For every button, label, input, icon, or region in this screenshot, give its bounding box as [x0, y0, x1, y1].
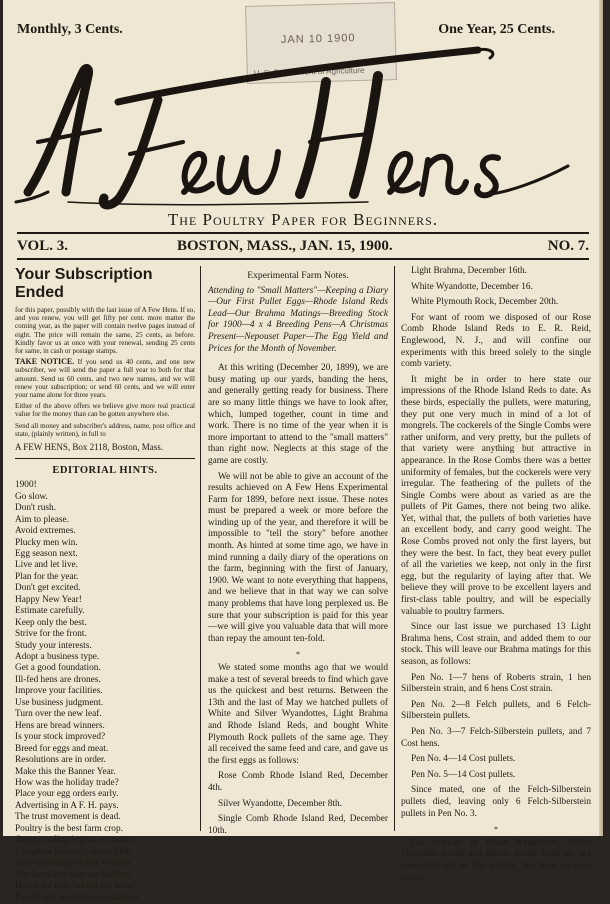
hint-item: Overcrowding is poor economy.: [15, 835, 135, 846]
hint-item: Improve your facilities.: [15, 686, 103, 697]
hint-item: Complain politely—never kick.: [15, 846, 133, 857]
take-notice: [15, 358, 195, 399]
subscription-notice: for this paper, possibly with the last issue of A Few Hens. If so, and you renew, you will get fifty per cent. more matter the coming year, as the paper will contain twelve pages instead of eight. The price will remain the same, 25 cents, as before. Kindly favor us at once with your renewal, sending 25 cents for same, in cash or postage stamps.: [15, 306, 195, 356]
column-divider: [200, 266, 201, 831]
first-egg-date: Silver Wyandotte, December 8th.: [218, 798, 342, 809]
column-left: [15, 266, 195, 904]
hint-item: Don't get excited.: [15, 583, 81, 594]
hint-item: Live and let live.: [15, 560, 78, 571]
paragraph: We stated some months ago that we would make a test of several breeds to find which gave us the quickest and best returns. Between the 13th and the last of May we hatched pullets of White and Silver Wyandottes, Light Brahma and Rhode Island Reds, and bought White Plymouth Rock pullets of the same age. They all received the same feed and care, and gave us the first eggs as follows:: [208, 663, 388, 766]
issue-number: NO. 7.: [547, 238, 589, 254]
newspaper-page: [3, 0, 603, 903]
first-egg-date: White Plymouth Rock, December 20th.: [411, 297, 559, 308]
page-edge: [599, 0, 603, 836]
column-divider: [394, 266, 395, 831]
take-notice-text: If you send us 40 cents, and one new subscriber, we will send the paper a full year to both for that amount. Send us 60 cents, and two new names, and we will renew your subscription; or send 60 cents, and we will enter your name alone for three years.: [15, 358, 196, 400]
hint-item: Avoid extremes.: [15, 526, 76, 537]
hint-item: Use business judgment.: [15, 697, 104, 708]
hint-item: Adopt a business type.: [15, 652, 100, 663]
paragraph: Since our last issue we purchased 13 Light Brahma hens, Cost strain, and added them to our stock. This will leave our Brahma matings for this season, as follows:: [401, 622, 591, 667]
column-right: [401, 266, 591, 888]
paragraph: It might be in order to here state our impressions of the Rhode Island Reds to date. As these birds, especially the pullets, were maturing, they put one very much in mind of a lot of mongrels. The cockerels of the Single Combs were rather uniform, and very pretty, but the pullets of that variety were anything but attractive in appearance. In the Rose Combs there was a better uniformity of females, but the cockerels were very irregular. The feathering of the pullets of the Single Combs were about as varied as are the pullets of Pit Games, there not being two alike. Yet, withal that, the pullets of both varieties have an excellent body, and carry good weight. The Rose Combs proved not only the first layers, but they were the best. In fact, they beat every pullet of all the varieties we keep, not only in the first egg, but the regularity of laying after that. We believe they will prove to be excellent layers and first-class table poultry, and will be especially valuable to poultry farmers.: [401, 374, 591, 617]
hint-item: Plan for the year.: [15, 571, 79, 582]
masthead-logo: [8, 42, 598, 212]
dateline: BOSTON, MASS., JAN. 15, 1900.: [177, 238, 393, 254]
hint-item: Resolutions are in order.: [15, 755, 106, 766]
mailing-address: A FEW HENS, Box 2118, Boston, Mass.: [15, 442, 164, 453]
hint-item: Turn over the new leaf.: [15, 709, 102, 720]
paragraph: We will not be able to give an account of the results achieved on A Few Hens Experimental Farm for 1899, before next issue. These notes must be prepared a week or more before the winding up of the year, and therefore it will be impossible to "tell the story" before another month. As hinted at some time ago, we have in mind running a daily diary of the operations on the farm, beginning with the first of January, 1900. We want to note everything that happens, and we believe that in that way we can solve many problems that have long perplexed us. Be sure that your subscription is paid for this year—we will give you valuable data that will more than repay the amount ten-fold.: [208, 471, 388, 644]
stamp-date: JAN 10 1900: [280, 32, 356, 47]
hint-item: Go slow.: [15, 491, 48, 502]
column-middle: [208, 266, 388, 841]
hint-item: How's the man behind the hens?: [15, 881, 136, 892]
pen-entry: Pen No. 1—7 hens of Roberts strain, 1 hen Silberstein strain, and 6 hens Cost strain.: [401, 672, 591, 695]
issue-line: [17, 238, 589, 258]
pen-entry: Pen No. 5—14 Cost pullets.: [411, 769, 516, 780]
hint-item: Place your egg orders early.: [15, 789, 119, 800]
hint-item: Keep only the best.: [15, 617, 87, 628]
monthly-price: Monthly, 3 Cents.: [17, 22, 123, 37]
rule-top: [17, 232, 589, 234]
farm-notes-heading: Experimental Farm Notes.: [247, 270, 349, 281]
send-instructions: Send all money and subscriber's address, name, post office and state, (plainly written), in full to: [15, 421, 195, 438]
pen-entry: Pen No. 4—14 Cost pullets.: [411, 754, 516, 765]
hint-item: Happy New Year!: [15, 594, 82, 605]
hint-item: Make this the Banner Year.: [15, 766, 116, 777]
hint-item: Strive for the front.: [15, 629, 87, 640]
hint-item: Get a good foundation.: [15, 663, 101, 674]
first-egg-date: Rose Comb Rhode Island Red, December 4th.: [208, 771, 388, 793]
volume: VOL. 3.: [17, 238, 68, 254]
pen-entry: Pen No. 3—7 Felch-Silberstein pullets, and 7 Cost hens.: [401, 726, 591, 749]
section-rule: [15, 458, 195, 459]
paragraph: At this writing (December 20, 1899), we are busy mating up our yards, banding the hens, and generally getting ready for business. There are so many little things we have to look after, which, lumped together, count in time and work. There is no time of the year when it is more important to attend to the "small matters" than right now. Neglects at this stage of the game are costly.: [208, 363, 388, 466]
hint-item: Advertising in A F. H. pays.: [15, 800, 119, 811]
yearly-price: One Year, 25 Cents.: [438, 22, 555, 37]
paragraph: Since mated, one of the Felch-Silberstein pullets died, leaving only 6 Felch-Silberstein pullets in Pen No. 3.: [401, 785, 591, 819]
hint-item: Poultry is the best farm crop.: [15, 823, 123, 834]
rule-bottom: [17, 258, 589, 260]
hint-item: Put off and neglect cause failures.: [15, 892, 141, 903]
pen-entry: Pen No. 2—8 Felch pullets, and 6 Felch-Silberstein pullets.: [401, 699, 591, 722]
hint-item: The trust movement is dead.: [15, 812, 121, 823]
hint-item: 1900!: [15, 480, 37, 491]
subscription-heading: Your Subscription Ended: [15, 266, 153, 301]
masthead-title: [8, 42, 598, 212]
hint-item: Is your stock improved?: [15, 732, 106, 743]
first-egg-date: White Wyandotte, December 16.: [411, 281, 533, 292]
farm-notes-summary: Attending to "Small Matters"—Keeping a Diary—Our First Pullet Eggs—Rhode Island Reds Lead—Our Brahma Matings—Breeding Stock for 1900—4 x 4 Breeding Pens—A Christmas Present—Nepouset Paper—The Egg Yield and Prices for the Month of November.: [208, 285, 388, 354]
asterism: *: [296, 650, 300, 660]
stamp-department: U. S. Department of Agriculture: [253, 65, 365, 78]
first-egg-date: Light Brahma, December 16th.: [411, 266, 527, 276]
hint-item: Ill-fed hens are drones.: [15, 674, 101, 685]
hint-item: Aim to please.: [15, 514, 69, 525]
hint-item: Breed for eggs and meat.: [15, 743, 109, 754]
hints-list: [15, 480, 195, 904]
take-notice-label: TAKE NOTICE.: [15, 357, 75, 367]
hint-item: Egg season next.: [15, 548, 78, 559]
hint-item: Estimate carefully.: [15, 606, 85, 617]
hints-heading: EDITORIAL HINTS.: [52, 464, 158, 476]
asterism: *: [494, 825, 498, 835]
hint-item: Study your interests.: [15, 640, 92, 651]
hint-item: Take advantage of fine weather.: [15, 858, 134, 869]
hint-item: The incubator men are hustlers.: [15, 869, 133, 880]
offer-note: Either of the above offers we believe give more real practical value for the money than can be gotten anywhere else.: [15, 402, 195, 419]
paragraph: Our matings in White Wyandottes, White Plymouth Rocks and Rhode Island Reds are not completed yet at this writing. We hope to have every-: [401, 837, 591, 883]
hint-item: Plucky men win.: [15, 537, 78, 548]
hint-item: How was the holiday trade?: [15, 778, 119, 789]
hint-item: Hens are bread winners.: [15, 720, 105, 731]
first-egg-date: Single Comb Rhode Island Red, December 10th.: [208, 814, 388, 836]
subtitle: The Poultry Paper for Beginners.: [167, 210, 439, 229]
paragraph: For want of room we disposed of our Rose Comb Rhode Island Reds to E. R. Reid, Englewood, N. J., and will confine our experiments with this breed solely to the single comb variety.: [401, 312, 591, 370]
hint-item: Don't rush.: [15, 503, 56, 514]
